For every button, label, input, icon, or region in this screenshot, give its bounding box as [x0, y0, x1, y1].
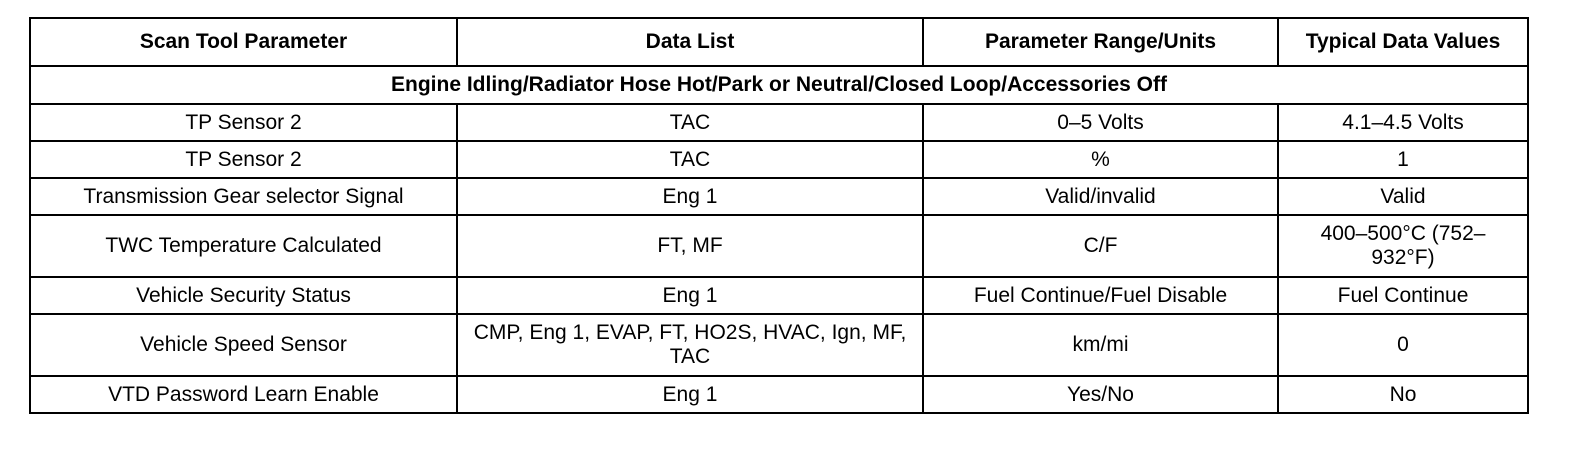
scan-tool-data-table-container — [29, 17, 1527, 414]
cell-data-list: Eng 1 — [457, 376, 923, 413]
table-row — [30, 376, 1528, 413]
cell-parameter: TP Sensor 2 — [30, 104, 457, 141]
cell-typical-value: Fuel Continue — [1278, 277, 1528, 314]
cell-typical-value: 4.1–4.5 Volts — [1278, 104, 1528, 141]
table-row — [30, 215, 1528, 277]
cell-parameter: TP Sensor 2 — [30, 141, 457, 178]
cell-typical-value: 1 — [1278, 141, 1528, 178]
header-scan-tool-parameter: Scan Tool Parameter — [30, 18, 457, 66]
cell-range-units: C/F — [923, 215, 1278, 277]
cell-data-list: TAC — [457, 141, 923, 178]
header-parameter-range-units: Parameter Range/Units — [923, 18, 1278, 66]
table-row — [30, 314, 1528, 376]
cell-range-units: km/mi — [923, 314, 1278, 376]
cell-parameter: VTD Password Learn Enable — [30, 376, 457, 413]
table-row — [30, 178, 1528, 215]
table-row — [30, 277, 1528, 314]
cell-range-units: Yes/No — [923, 376, 1278, 413]
section-row — [30, 66, 1528, 104]
cell-data-list: Eng 1 — [457, 277, 923, 314]
data-list-text: CMP, Eng 1, EVAP, FT, HO2S, HVAC, Ign, MF, TAC — [473, 321, 907, 368]
cell-parameter: Vehicle Security Status — [30, 277, 457, 314]
table-row — [30, 141, 1528, 178]
cell-data-list: FT, MF — [457, 215, 923, 277]
cell-typical-value — [1278, 215, 1528, 277]
cell-typical-value: 0 — [1278, 314, 1528, 376]
header-data-list: Data List — [457, 18, 923, 66]
cell-range-units: Fuel Continue/Fuel Disable — [923, 277, 1278, 314]
cell-data-list — [457, 314, 923, 376]
typical-value-text: 400–500°C (752–932°F) — [1320, 222, 1486, 269]
cell-range-units: % — [923, 141, 1278, 178]
cell-parameter: Vehicle Speed Sensor — [30, 314, 457, 376]
header-row — [30, 18, 1528, 66]
cell-parameter: TWC Temperature Calculated — [30, 215, 457, 277]
cell-data-list: TAC — [457, 104, 923, 141]
cell-range-units: 0–5 Volts — [923, 104, 1278, 141]
header-typical-data-values: Typical Data Values — [1278, 18, 1528, 66]
cell-typical-value: Valid — [1278, 178, 1528, 215]
scan-tool-data-table — [29, 17, 1529, 414]
cell-data-list: Eng 1 — [457, 178, 923, 215]
cell-typical-value: No — [1278, 376, 1528, 413]
section-title: Engine Idling/Radiator Hose Hot/Park or Neutral/Closed Loop/Accessories Off — [30, 66, 1528, 104]
table-row — [30, 104, 1528, 141]
cell-range-units: Valid/invalid — [923, 178, 1278, 215]
cell-parameter: Transmission Gear selector Signal — [30, 178, 457, 215]
